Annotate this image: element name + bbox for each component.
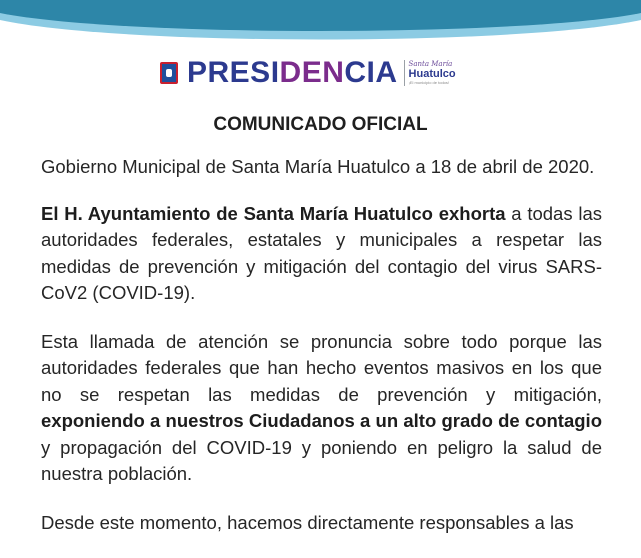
document-body [41,154,602,558]
logo-tagline: ¡El municipio de todos! [408,80,450,85]
presidencia-logo [160,58,456,88]
paragraph-2-text-1: Esta llamada de atención se pronuncia sobre todo porque las autoridades federales que han hecho eventos masivos en los que no se respetan las medidas de prevención y mitigación, [41,330,602,405]
paragraph-responsables [41,510,602,537]
paragraph-2-text-2: y propagación del COVID-19 y poniendo en peligro la salud de nuestra población. [41,436,602,484]
logo-script-text: Santa María [408,60,453,68]
paragraph-exhorta [41,201,602,307]
paragraph-llamada [41,329,602,488]
date-line: Gobierno Municipal de Santa María Huatulco a 18 de abril de 2020. [41,156,595,177]
municipal-seal-icon [160,62,178,84]
logo-word-part-1: PRESI [187,56,280,89]
document-title: COMUNICADO OFICIAL [213,114,428,135]
logo-divider [404,60,405,86]
decorative-wave-band [0,0,641,64]
municipality-mark [409,61,456,85]
paragraph-3-text: Desde este momento, hacemos directamente responsables a las [41,511,574,533]
paragraph-2-bold: exponiendo a nuestros Ciudadanos a un alto grado de contagio [41,410,602,431]
paragraph-1-text: a todas las autoridades federales, estatales y municipales a respetar las medidas de prevención y mitigación del contagio del virus SARS-CoV2 (COVID-19). [41,202,603,303]
logo-wordmark [187,58,398,88]
logo-word-part-3: CIA [344,56,398,89]
logo-municipality-name: Huatulco [408,68,456,80]
paragraph-1-bold: El H. Ayuntamiento de Santa María Huatulco exhorta [41,202,506,224]
logo-word-part-2: DEN [279,56,345,89]
